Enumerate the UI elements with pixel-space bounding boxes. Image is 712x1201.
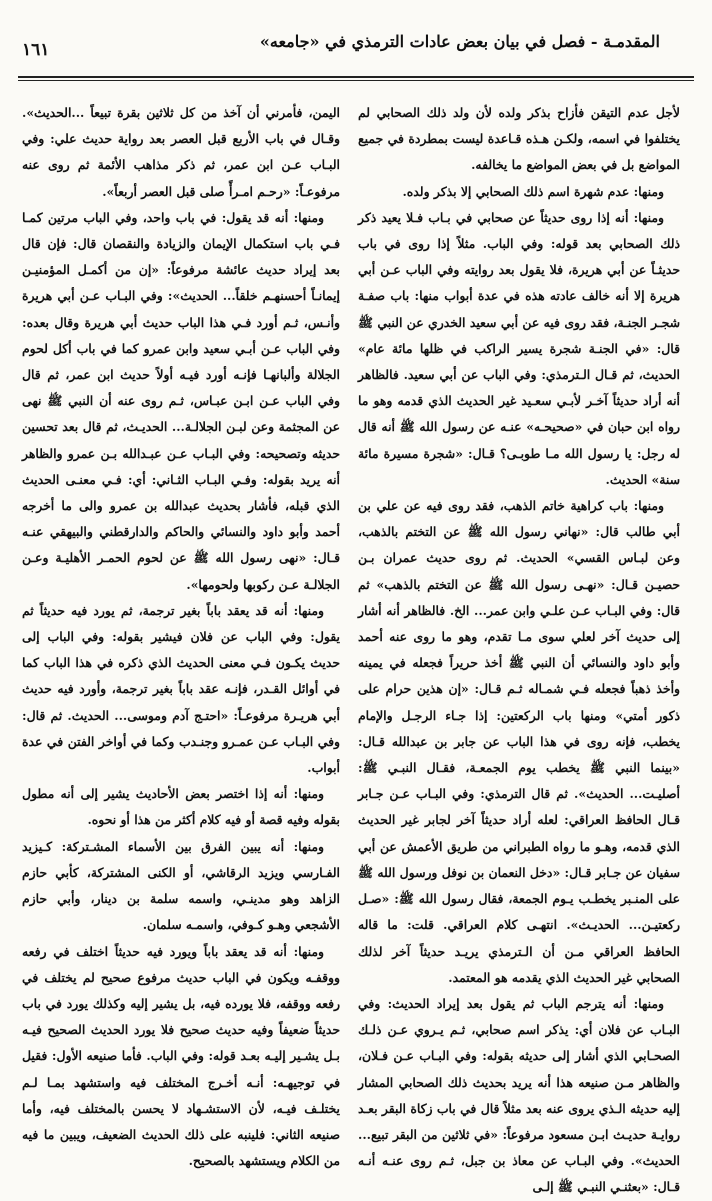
- page-number: ١٦١: [22, 40, 50, 60]
- paragraph: لأجل عدم التيقن فأزاح بذكر ولده لأن ولد ذلك الصحابي لم يختلفوا في اسمه، ولكـن هـذه قـاعدة ليست بمطردة في جميع المواضع بل في بعض المواضع ما يخالفه.: [358, 105, 680, 173]
- paragraph: ومنها: أنه يبين الفرق بين الأسماء المشـتركة: كـيزيد الفـارسي ويزيد الرقاشي، أو الكنى المشتركة، كأبي حازم الزاهد وهو مدينـي، واسمه سلمة بن دينار، وأبي حازم الأشجعي وهـو كـوفي، واسمـه سلمان.: [22, 838, 340, 933]
- header-title: المقدمـة - فصل في بيان بعض عادات الترمذي في «جامعه»: [259, 32, 660, 51]
- running-header: [18, 30, 694, 64]
- paragraph: ومنها: أنه إذا روى حديثاً عن صحابي في بـاب فـلا يعيد ذكر ذلك الصحابي بعد قوله: وفي الباب. مثلاً إذا روى في باب حديثـاً عن أبي هريرة، فلا يقول بعد روايته وفي الباب عـن أبي هريرة إلا أنه خالف عادته هذه في عدة أبواب منها: باب صفـة شجـر الجنـة، فقد روى فيه عن أبي سعيد الخدري عن النبي ﷺ قال: «في الجنـة شجرة يسير الراكب في ظلها مائة عام» الحديث، ثم قـال الـترمذي: وفي الباب عن أبي سعيد. فالظاهر أنه أراد حديثاً آخـر لأبـي سعـيد غير الحديث الذي قدمه وهو ما رواه ابن حبان في «صحيحـه» عنـه عن رسول الله ﷺ أنه قال له رجل: يا رسول الله مـا طوبـى؟ قـال: «شجرة مسيرة مائة سنة» الحديث.: [358, 209, 680, 487]
- right-column: [358, 100, 680, 1195]
- paragraph: اليمن، فأمرني أن آخذ من كل ثلاثين بقرة تبيعاً ...الحديث». وقـال في باب الأربع قبل العصر بعد رواية حديث علي: وفي البـاب عـن ابن عمر، ثم ذكر مذاهب الأئمة ثم روى عنه مرفوعـاً: «رحـم امـرأً صلى قبل العصر أربعاً».: [22, 105, 340, 199]
- paragraph: ومنها: أنه إذا اختصر بعض الأحاديث يشير إلى أنه مطول بقوله وفيه قصة أو فيه كلام أكثر من هذا أو نحوه.: [22, 786, 340, 828]
- paragraph: ومنها: أنه قد يعقد باباً بغير ترجمة، ثم يورد فيه حديثاً ثم يقول: وفي الباب عن فلان فيشير بقوله: وفي الباب إلى حديث يكـون فـي معنى الحديث الذي ذكره في هذا الباب كما في أوائل القـدر، فإنـه عقد باباً بغير ترجمة، وأورد فيه حديث أبي هريـرة مرفوعـاً: «احتـج آدم وموسى... الحديث. ثم قال: وفي البـاب عـن عمـرو وجنـدب وكما في أواخر الفتن في عدة أبواب.: [22, 602, 340, 776]
- header-rule: [18, 76, 694, 81]
- paragraph: ومنها: أنه يترجم الباب ثم يقول بعد إيراد الحديث: وفي البـاب عن فلان أي: يذكر اسم صحابي، ثـم يـروي عـن ذلـك الصحـابي الذي أشار إلى حديثه بقوله: وفي البـاب عـن فـلان، والظاهر مـن صنيعه هذا أنه يريد بحديث ذلك الصحابي المشار إليه حديثه الـذي يروى عنه بعد مثلاً قال في باب زكاة البقر بعـد روايـة حديـث ابـن مسعود مرفوعاً: «في ثلاثين من البقر تبيع... الحديث». وفي البـاب عن معاذ بن جبل، ثـم روى عنـه أنـه قـال: «بعثنـي النبـي ﷺ إلـى: [358, 995, 680, 1195]
- paragraph: ومنها: باب كراهية خاتم الذهب، فقد روى فيه عن علي بن أبي طالب قال: «نهاني رسول الله ﷺ عن التختم بالذهب، وعن لبـاس القسي» الحديث. ثم روى حديث عمران بـن حصيـن قـال: «نهـى رسول الله ﷺ عن التختم بالذهب» ثم قال: وفي البـاب عـن علـي وابن عمر... الخ. فالظاهر أنه أشار إلى حديث آخر لعلي سوى مـا تقدم، وهو ما روى عنه أحمد وأبو داود والنسائي أن النبي ﷺ أخذ حريراً فجعله في يمينه وأخذ ذهباً فجعله فـي شمـاله ثـم قـال: «إن هذين حرام على ذكور أمتي» ومنها باب الركعتين: إذا جـاء الرجـل والإمام يخطب، فإنه روى في هذا الباب عن جابر بن عبدالله قـال: «بينما النبي ﷺ يخطب يوم الجمعـة، فقـال النبـي ﷺ: أصليـت... الحديث». ثم قال الترمذي: وفي البـاب عـن جـابر قـال الحافظ العراقي: لعله أراد حديثاً آخر لجابر غير الحديث الذي قدمه، وهـو ما رواه الطبراني من طريق الأعمش عن أبي سفيان عن جـابر قـال: «دخل النعمان بن نوفل ورسول الله ﷺ على المنـبر يخطـب يـوم الجمعة، فقال رسول الله ﷺ: «صـل ركعتيـن... الحديـث». انتهـى كلام العراقي. قلت: ما قاله الحافظ العراقي مـن أن الـترمذي يريـد حديثاً آخر لذلك الصحابي غير الحديث الذي يقدمه هو المعتمد.: [358, 498, 680, 985]
- paragraph: ومنها: أنه قد يقول: في باب واحد، وفي الباب مرتين كمـا فـي باب استكمال الإيمان والزيادة والنقصان قال: فإن قال بعد إيراد حديث عائشة مرفوعاً: «إن من أكمـل المؤمنيـن إيمانـاً أحسنهـم خلقاً... الحديث»: وفي البـاب عـن أبي هريرة وأنـس، ثـم أورد فـي هذا الباب حديث أبي هريرة وقال بعده: وفي الباب عـن أبـي سعيد وابن عمرو كما في باب أكل لحوم الجلالة وألبانهـا فإنـه أورد فيـه أولاً حديث ابن عمر، ثم قال وفي الباب عـن ابـن عبـاس، ثـم روى عنه أن النبي ﷺ نهى عن المجثمة وعن لبـن الجلالـة... الحديـث، ثم قال بعد تحسين حديثه وتصحيحه: وفي البـاب عـن عبـدالله بـن عمرو والظاهر أنه يريد بقوله: وفـي البـاب الثـاني: أي: فـي معنـى الحديث الذي قبله، فأشار بحديث عبدالله بن عمرو والى ما أخرجه أحمد وأبو داود والنسائي والحاكم والدارقطني والبيهقي عنـه قـال: «نهى رسول الله ﷺ عن لحوم الحمـر الأهليـة وعـن الجلالـة عـن ركوبها ولحومها».: [22, 209, 340, 592]
- paragraph: ومنها: أنه قد يعقد باباً ويورد فيه حديثاً اختلف في رفعه ووقفـه ويكون في الباب حديث مرفوع صحيح لم يختلف في رفعه ووقفه، فلا يورده فيه، بل يشير إليه وكذلك يورد في باب حديثاً ضعيفاً وفيه حديث صحيح فلا يورد الحديث الصحيح فيـه بـل يشـير إليـه بعـد قوله: وفي الباب. فأما صنيعه الأول: فقيل في توجيهـه: أنـه أخـرج المختلف فيه واستشهد بمـا لـم يختلـف فيـه، لأن الاستشـهاد لا يحسن بالمختلف فيه، وأما صنيعه الثاني: فلينبه على ذلك الحديث الضعيف، ويبين ما فيه من الكلام ويستشهد بالصحيح.: [22, 943, 340, 1169]
- left-column: [22, 100, 340, 1169]
- paragraph: ومنها: عدم شهرة اسم ذلك الصحابي إلا بذكر ولده.: [402, 183, 664, 199]
